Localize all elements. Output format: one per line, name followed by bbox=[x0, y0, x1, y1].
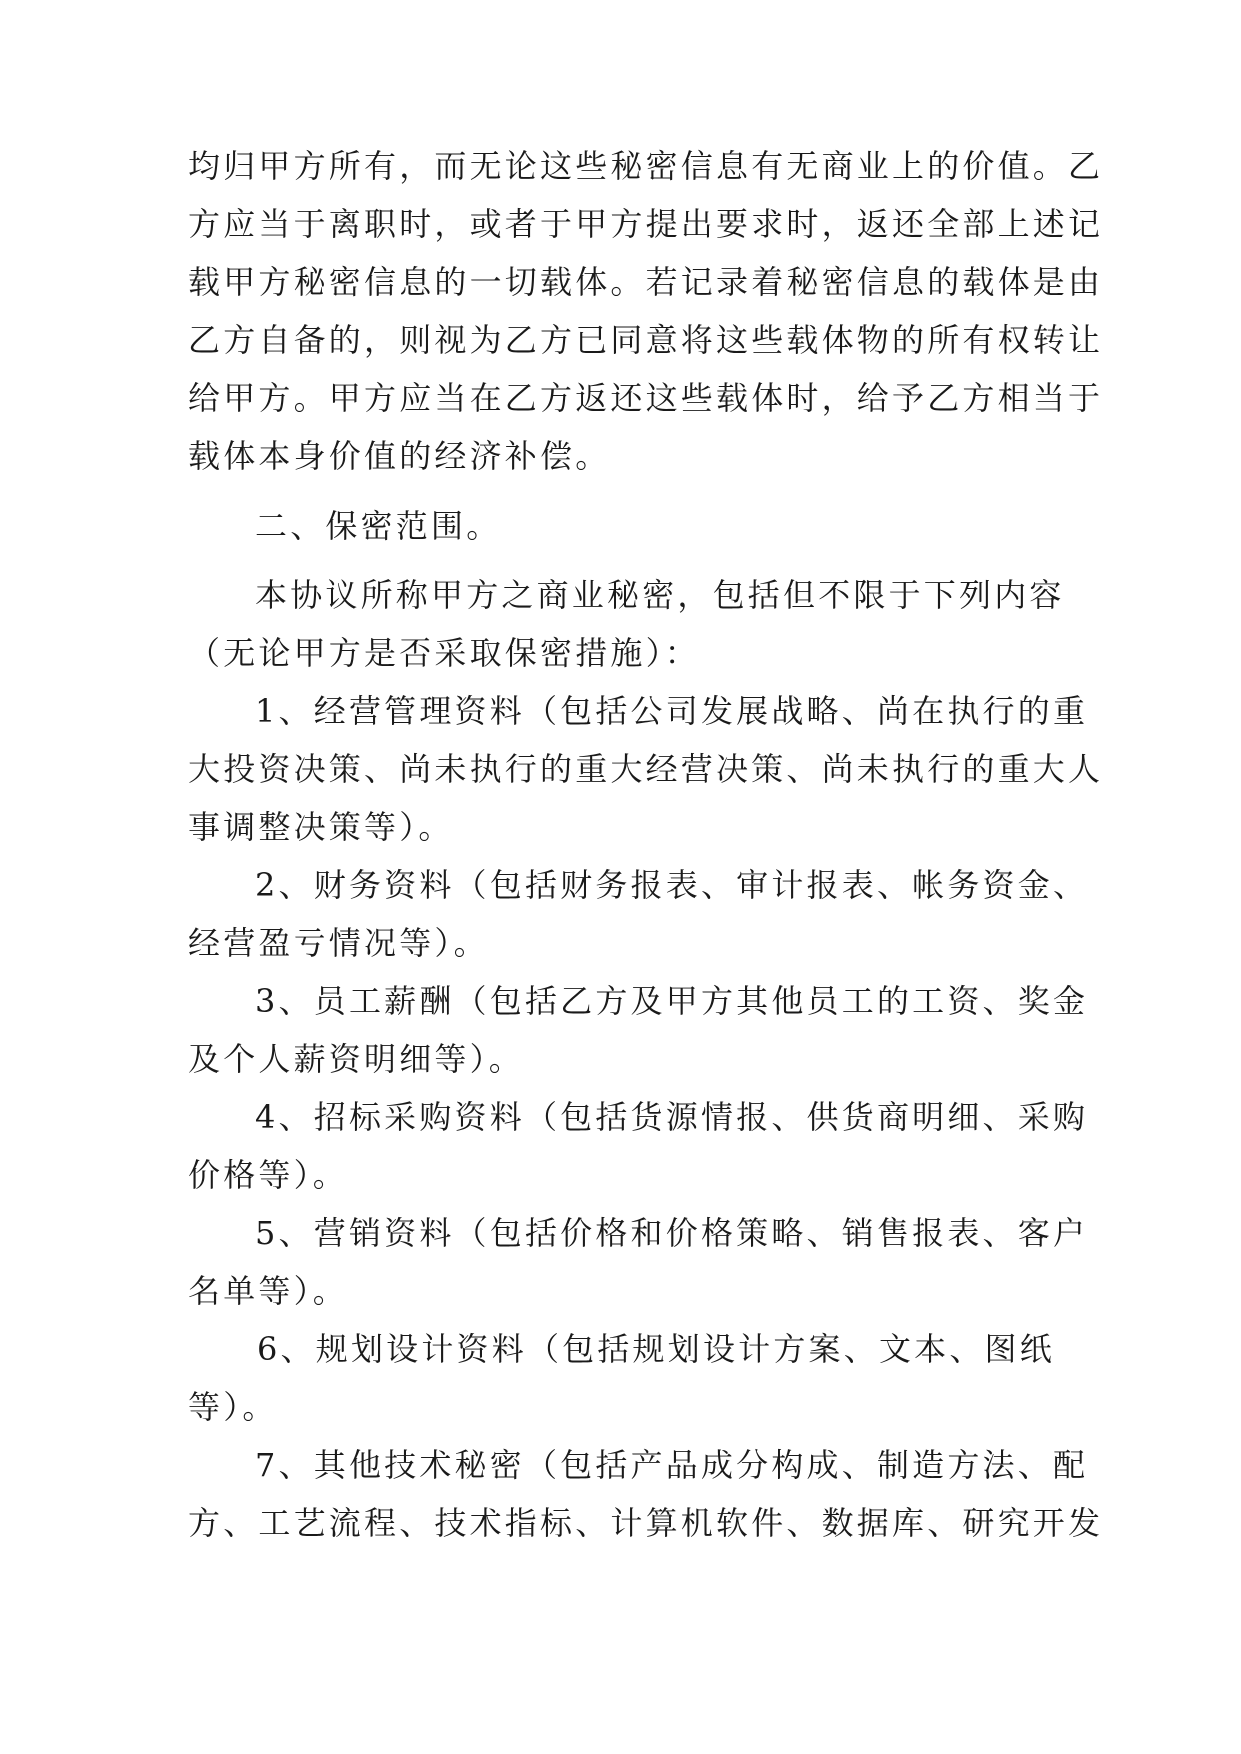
list-item-line: 大投资决策、尚未执行的重大经营决策、尚未执行的重大人 bbox=[188, 750, 1104, 788]
paragraph-line: 乙方自备的，则视为乙方已同意将这些载体物的所有权转让 bbox=[188, 321, 1104, 359]
list-item-line: 等）。 bbox=[188, 1388, 278, 1426]
list-item-line: 方、工艺流程、技术指标、计算机软件、数据库、研究开发 bbox=[188, 1504, 1104, 1542]
section-heading: 二、保密范围。 bbox=[255, 507, 502, 545]
list-item-line: 3、员工薪酬（包括乙方及甲方其他员工的工资、奖金 bbox=[255, 982, 1089, 1020]
paragraph-line: 方应当于离职时，或者于甲方提出要求时，返还全部上述记 bbox=[188, 205, 1104, 243]
paragraph-line: 载甲方秘密信息的一切载体。若记录着秘密信息的载体是由 bbox=[188, 263, 1104, 301]
list-item-line: 4、招标采购资料（包括货源情报、供货商明细、采购 bbox=[255, 1098, 1089, 1136]
list-item-line: 价格等）。 bbox=[188, 1156, 349, 1194]
paragraph-line: 给甲方。甲方应当在乙方返还这些载体时，给予乙方相当于 bbox=[188, 379, 1104, 417]
list-item-line: 及个人薪资明细等）。 bbox=[188, 1040, 525, 1078]
list-item-line: 名单等）。 bbox=[188, 1272, 349, 1310]
paragraph-line: 本协议所称甲方之商业秘密，包括但不限于下列内容 bbox=[255, 576, 1065, 614]
list-item-line: 经营盈亏情况等）。 bbox=[188, 924, 489, 962]
list-item-line: 7、其他技术秘密（包括产品成分构成、制造方法、配 bbox=[255, 1446, 1089, 1484]
paragraph-line: （无论甲方是否采取保密措施）： bbox=[188, 634, 701, 672]
list-item-line: 6、规划设计资料（包括规划设计方案、文本、图纸 bbox=[257, 1330, 1055, 1368]
paragraph-line: 载体本身价值的经济补偿。 bbox=[188, 437, 611, 475]
paragraph-line: 均归甲方所有，而无论这些秘密信息有无商业上的价值。乙 bbox=[188, 147, 1104, 185]
list-item-line: 2、财务资料（包括财务报表、审计报表、帐务资金、 bbox=[255, 866, 1089, 904]
list-item-line: 1、经营管理资料（包括公司发展战略、尚在执行的重 bbox=[255, 692, 1089, 730]
list-item-line: 5、营销资料（包括价格和价格策略、销售报表、客户 bbox=[255, 1214, 1089, 1252]
list-item-line: 事调整决策等）。 bbox=[188, 808, 454, 846]
